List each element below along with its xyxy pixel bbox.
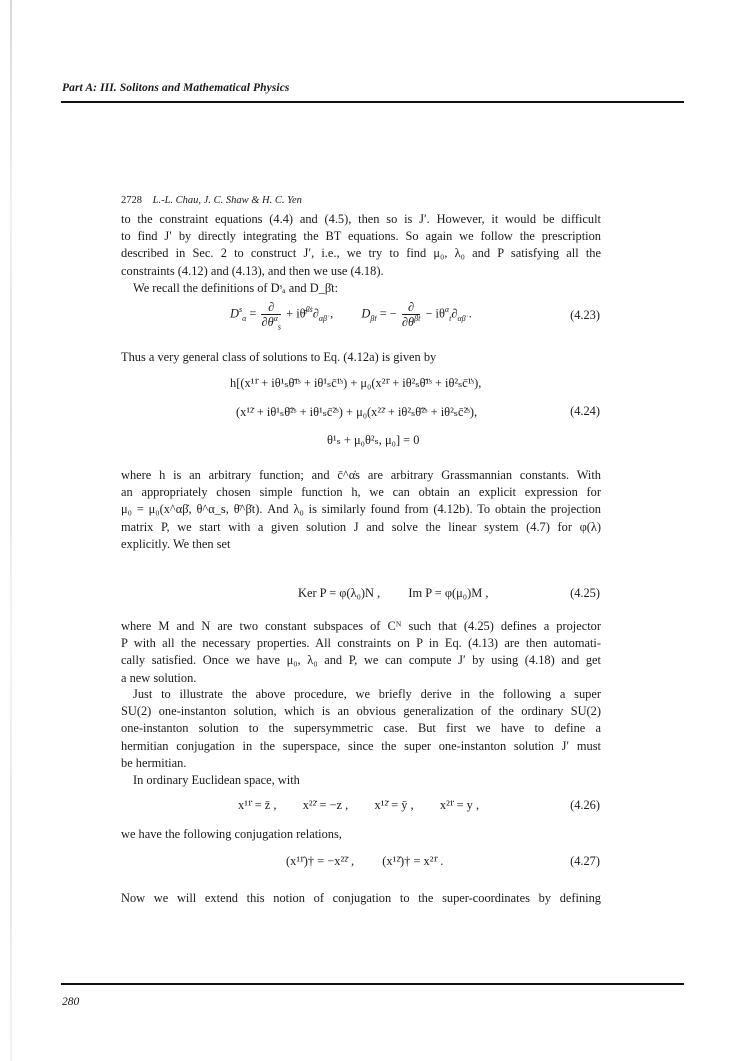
eq-term: (x¹²̇)† = x²¹̇ . [382,854,444,868]
equation-4-24-line-2: (x¹²̇ + iθ¹ₛθ̄²̇ˢ + iθ¹ₛc̄²̇ˢ) + μ₀(x²²̇ + iθ²ₛθ̄²̇ˢ + iθ²ₛc̄²̇ˢ), [236,405,478,419]
eq-term: (x¹¹̇)† = −x²²̇ , [286,854,355,868]
eq-term: x²¹̇ = y , [439,798,480,812]
text-line: where M and N are two constant subspaces of Cᴺ such that (4.25) defines a projector [121,619,601,633]
equation-4-27 [286,854,443,869]
text-line: to find J′ by directly integrating the BT equations. So again we follow the prescription [121,229,601,244]
text-line: be hermitian. [121,755,187,770]
eq-term: − iθ [425,306,445,321]
paragraph-4 [121,467,601,553]
text-line: where h is an arbitrary function; and c̄^α̇s are arbitrary Grassmannian constants. With [121,468,601,482]
numerator: ∂ [402,300,420,315]
footer-rule [61,983,684,985]
fraction [261,300,282,332]
eq-term: x¹²̇ = ȳ , [374,798,414,812]
text-line: one-instanton solution to the supersymmetric case. But first we have to define a [121,721,601,736]
page-number: 280 [62,996,80,1008]
equation-4-23: $D^s_\alpha$ = $\frac{\partial}{\partial\theta^\alpha_s}$ + $i\thetā^{\betȧs}\partial_{\alpha\betȧ}$ , $D_{\betȧt}$ = − $\frac{\partial}{\partial\overline{\theta}^{\betȧt}}$ − $i\theta^\alpha_t\partial_{\alpha\betȧ}$ . [230,300,472,332]
text-line: an appropriately chosen simple function h, we can obtain an explicit expression for [121,485,601,500]
text-line: cally satisfied. Once we have μ₀, λ₀ and P, we can compute J′ by using (4.18) and get [121,653,601,668]
denominator: $\partial\overline{\theta}^{\betȧt}$ [401,313,421,329]
equation-4-26 [238,798,479,813]
paragraph-1 [121,211,601,297]
paragraph-3 [121,349,601,366]
paragraph-5 [121,618,601,687]
paragraph-9 [121,890,601,907]
eq-term: + iθ̄ [286,306,306,321]
denominator: $\partial\theta^\alpha_s$ [261,313,282,332]
text-line: μ₀ = μ₀(x^αβ̇, θ^α_s, θ̄^β̇t). And λ₀ is similarly found from (4.12b). To obtain the projection [121,502,601,517]
equation-number: (4.24) [570,404,600,418]
text-line: explicitly. We then set [121,536,231,551]
text-line: Now we will extend this notion of conjugation to the super-coordinates by defining [121,891,601,905]
text-line: to the constraint equations (4.4) and (4.5), then so is J′. However, it would be difficult [121,212,601,226]
fraction [402,300,420,329]
header-rule [61,101,684,103]
equation-4-24-line-3: θ¹ₛ + μ₀θ²ₛ, μ₀] = 0 [327,433,420,447]
text-line: constraints (4.12) and (4.13), and then we use (4.18). [121,263,384,278]
equation-number: (4.25) [570,586,600,600]
text-line: SU(2) one-instanton solution, which is an obvious generalization of the ordinary SU(2) [121,704,601,719]
running-head: Part A: III. Solitons and Mathematical Physics [62,82,290,94]
text-line: hermitian conjugation in the superspace, since the super one-instanton solution J′ must [121,738,601,753]
text-line: P with all the necessary properties. All constraints on P in Eq. (4.13) are then automati- [121,636,601,651]
eq-term: Im P = φ(μ₀)M , [408,586,489,600]
authors: L.-L. Chau, J. C. Shaw & H. C. Yen [152,195,302,206]
inner-header [121,195,302,206]
equation-number: (4.23) [570,308,600,322]
eq-term: x¹¹̇ = z̄ , [238,798,277,812]
eq-term: Ker P = φ(λ₀)N , [298,586,381,600]
equation-number: (4.26) [570,798,600,812]
eq-term: x²²̇ = −z , [302,798,349,812]
equation-number: (4.27) [570,854,600,868]
text-line: described in Sec. 2 to construct J′, i.e., we try to find μ₀, λ₀ and P satisfying all the [121,246,601,261]
text-line: a new solution. [121,670,197,685]
paragraph-6 [121,686,601,789]
text-line: Thus a very general class of solutions to Eq. (4.12a) is given by [121,350,437,364]
text-line: We recall the definitions of Dˢₐ and D_β̇t: [133,280,339,295]
journal-page-number: 2728 [121,195,142,206]
scan-edge [10,0,12,1061]
equation-4-24-line-1: h[(x¹¹̇ + iθ¹ₛθ̄¹̇ˢ + iθ¹ₛc̄¹̇ˢ) + μ₀(x²¹̇ + iθ²ₛθ̄¹̇ˢ + iθ²ₛc̄¹̇ˢ), [230,376,482,390]
eq-term: D [361,306,371,321]
text-line: we have the following conjugation relations, [121,827,342,841]
text-line: matrix P, we start with a given solution J and solve the linear system (4.7) for φ(λ) [121,519,601,534]
text-line: Just to illustrate the above procedure, we briefly derive in the following a super [133,687,601,701]
text-line: In ordinary Euclidean space, with [133,773,300,788]
eq-term: D [230,306,239,321]
numerator: ∂ [261,300,281,315]
equation-4-25 [298,586,488,601]
paragraph-8 [121,826,601,843]
